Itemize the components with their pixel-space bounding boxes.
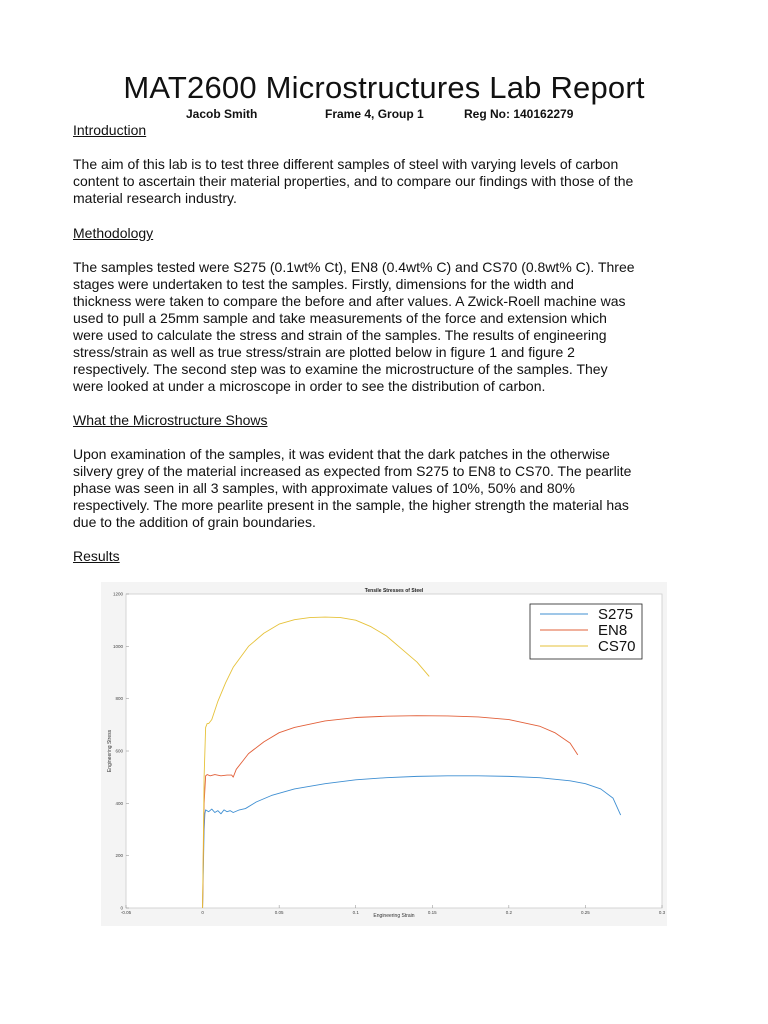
text-line: silvery grey of the material increased as expected from S275 to EN8 to CS70. The pearlite [73,463,632,479]
text-line: material research industry. [73,190,237,206]
reg-number: Reg No: 140162279 [464,107,574,121]
legend-label-s275: S275 [598,606,634,623]
text-line: content to ascertain their material properties, and to compare our findings with those of the [73,173,634,189]
heading-results: Results [73,548,120,564]
page-title: MAT2600 Microstructures Lab Report [123,70,645,105]
y-axis-label: Engineering Stress [107,729,113,773]
y-tick-label: 400 [115,800,123,806]
introduction-text [73,156,703,207]
results-figure [101,582,667,926]
y-tick-label: 1200 [112,591,123,597]
text-line: respectively. The second step was to examine the microstructure of the samples. They [73,361,608,377]
methodology-text [73,259,703,395]
text-line: stress/strain as well as true stress/strain are plotted below in figure 1 and figure 2 [73,344,575,360]
y-tick-label: 1000 [112,643,123,649]
x-tick-label: 0.05 [274,910,284,915]
x-tick-label: 0.15 [427,910,437,915]
y-tick-label: 200 [115,853,123,859]
y-tick-label: 800 [115,696,123,702]
text-line: The aim of this lab is to test three different samples of steel with varying levels of carbon [73,156,619,172]
chart-title: Tensile Stresses of Steel [364,588,424,594]
x-tick-label: 0.3 [658,910,666,915]
text-line: phase was seen in all 3 samples, with approximate values of 10%, 50% and 80% [73,480,575,496]
tensile-stress-chart [101,582,667,926]
x-tick-label: 0.25 [581,910,590,915]
text-line: used to pull a 25mm sample and take measurements of the force and extension which [73,310,607,326]
x-tick-label: -0.05 [120,910,132,915]
text-line: were looked at under a microscope in order to see the distribution of carbon. [73,378,546,394]
text-line: were used to calculate the stress and strain of the samples. The results of engineering [73,327,607,343]
x-tick-label: 0.2 [505,910,512,915]
author-name: Jacob Smith [186,107,258,121]
x-axis-label: Engineering Strain [373,913,415,919]
y-tick-label: 600 [115,748,123,754]
heading-introduction: Introduction [73,122,147,138]
legend-label-en8: EN8 [598,622,628,639]
x-tick-label: 0.1 [352,910,359,915]
legend-label-cs70: CS70 [598,638,636,655]
frame-group: Frame 4, Group 1 [325,107,424,121]
heading-methodology: Methodology [73,225,154,241]
chart-legend [530,604,642,659]
text-line: thickness were taken to compare the before and after values. A Zwick-Roell machine was [73,293,626,309]
text-line: stages were undertaken to test the samples. Firstly, dimensions for the width and [73,276,574,292]
microstructure-text [73,446,703,531]
text-line: due to the addition of grain boundaries. [73,514,316,530]
y-tick-label: 0 [120,905,123,911]
heading-microstructure: What the Microstructure Shows [73,412,268,428]
text-line: Upon examination of the samples, it was evident that the dark patches in the otherwise [73,446,610,462]
text-line: respectively. The more pearlite present in the sample, the higher strength the material has [73,497,629,513]
text-line: The samples tested were S275 (0.1wt% Ct), EN8 (0.4wt% C) and CS70 (0.8wt% C). Three [73,259,635,275]
x-tick-label: 0 [201,910,204,915]
